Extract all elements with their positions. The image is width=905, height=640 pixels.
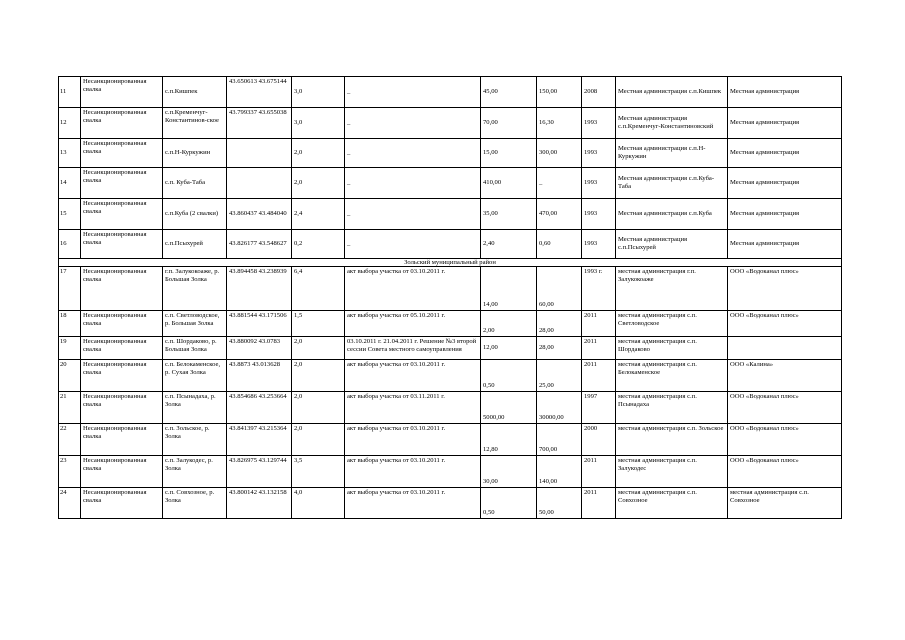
administration: местная администрация с.п. Псынадаха	[616, 392, 728, 424]
coordinates: 43.880092 43.0783	[227, 337, 292, 360]
row-number: 21	[59, 392, 81, 424]
object-type: Несанкционированная свалка	[81, 392, 163, 424]
owner: Местная администрация	[728, 230, 842, 259]
value-1: 410,00	[481, 168, 537, 199]
owner: Местная администрация	[728, 168, 842, 199]
value-1: 2,40	[481, 230, 537, 259]
object-type: Несанкционированная свалка	[81, 337, 163, 360]
area: 4,0	[292, 488, 345, 519]
administration: Местная администрация с.п.Псыхурей	[616, 230, 728, 259]
year: 1993	[582, 199, 616, 230]
year: 1993	[582, 108, 616, 139]
coordinates: 43.841397 43.215364	[227, 424, 292, 456]
row-number: 19	[59, 337, 81, 360]
row-number: 13	[59, 139, 81, 168]
year: 2011	[582, 311, 616, 337]
location: с.п. Зольское, р. Золка	[163, 424, 227, 456]
document: _	[345, 230, 481, 259]
coordinates	[227, 168, 292, 199]
table-row	[59, 488, 842, 519]
table-row	[59, 230, 842, 259]
document: _	[345, 77, 481, 108]
area: 2,0	[292, 168, 345, 199]
row-number: 15	[59, 199, 81, 230]
coordinates	[227, 139, 292, 168]
document: акт выбора участка от 03.10.2011 г.	[345, 267, 481, 311]
object-type: Несанкционированная свалка	[81, 424, 163, 456]
object-type: Несанкционированная свалка	[81, 168, 163, 199]
document: _	[345, 108, 481, 139]
value-1: 12,80	[481, 424, 537, 456]
coordinates: 43.800142 43.132158	[227, 488, 292, 519]
administration: местная администрация с.п. Совхозное	[616, 488, 728, 519]
value-1: 2,00	[481, 311, 537, 337]
table-row	[59, 77, 842, 108]
administration: местная администрация с.п. Шордаково	[616, 337, 728, 360]
row-number: 24	[59, 488, 81, 519]
document: акт выбора участка от 03.10.2011 г.	[345, 456, 481, 488]
object-type: Несанкционированная свалка	[81, 456, 163, 488]
administration: Местная администрация с.п.Куба-Таба	[616, 168, 728, 199]
value-2: 150,00	[537, 77, 582, 108]
year: 2008	[582, 77, 616, 108]
row-number: 20	[59, 360, 81, 392]
row-number: 17	[59, 267, 81, 311]
row-number: 12	[59, 108, 81, 139]
coordinates: 43.8873 43.013628	[227, 360, 292, 392]
table-row	[59, 108, 842, 139]
owner: Местная администрация	[728, 199, 842, 230]
administration: Местная администрация с.п.Кременчуг-Константиновский	[616, 108, 728, 139]
value-1: 70,00	[481, 108, 537, 139]
year: 2011	[582, 337, 616, 360]
value-2: 0,60	[537, 230, 582, 259]
coordinates: 43.854686 43.253664	[227, 392, 292, 424]
area: 6,4	[292, 267, 345, 311]
area: 0,2	[292, 230, 345, 259]
row-number: 18	[59, 311, 81, 337]
owner: ООО «Водоканал плюс»	[728, 267, 842, 311]
table-row	[59, 337, 842, 360]
administration: Местная администрация с.п.Н-Куркужин	[616, 139, 728, 168]
year: 1993	[582, 168, 616, 199]
value-2: 25,00	[537, 360, 582, 392]
row-number: 22	[59, 424, 81, 456]
object-type: Несанкционированная свалка	[81, 488, 163, 519]
row-number: 16	[59, 230, 81, 259]
area: 2,0	[292, 360, 345, 392]
administration: местная администрация с.п. Светловодское	[616, 311, 728, 337]
value-2: 470,00	[537, 199, 582, 230]
value-2: _	[537, 168, 582, 199]
year: 1993 г.	[582, 267, 616, 311]
area: 2,4	[292, 199, 345, 230]
object-type: Несанкционированная свалка	[81, 108, 163, 139]
object-type: Несанкционированная свалка	[81, 77, 163, 108]
object-type: Несанкционированная свалка	[81, 139, 163, 168]
table-row	[59, 456, 842, 488]
value-2: 16,30	[537, 108, 582, 139]
location: с.п.Кременчуг-Константинов-ское	[163, 108, 227, 139]
value-1: 12,00	[481, 337, 537, 360]
table-row	[59, 168, 842, 199]
row-number: 23	[59, 456, 81, 488]
document: _	[345, 139, 481, 168]
owner: ООО «Водоканал плюс»	[728, 424, 842, 456]
area: 2,0	[292, 139, 345, 168]
area: 3,0	[292, 108, 345, 139]
value-2: 700,00	[537, 424, 582, 456]
value-1: 0,50	[481, 488, 537, 519]
administration: Местная администрация с.п.Куба	[616, 199, 728, 230]
year: 2000	[582, 424, 616, 456]
object-type: Несанкционированная свалка	[81, 360, 163, 392]
value-1: 14,00	[481, 267, 537, 311]
document: акт выбора участка от 03.10.2011 г.	[345, 360, 481, 392]
location: с.п. Шордаково, р. Большая Золка	[163, 337, 227, 360]
location: с.п. Залукодес, р. Золка	[163, 456, 227, 488]
table-row	[59, 267, 842, 311]
owner: Местная администрация	[728, 108, 842, 139]
coordinates: 43.799337 43.655038	[227, 108, 292, 139]
document: акт выбора участка от 03.10.2011 г.	[345, 424, 481, 456]
document: акт выбора участка от 03.11.2011 г.	[345, 392, 481, 424]
coordinates: 43.881544 43.171506	[227, 311, 292, 337]
value-1: 45,00	[481, 77, 537, 108]
location: с.п. Светловодское, р. Большая Золка	[163, 311, 227, 337]
document: акт выбора участка от 03.10.2011 г.	[345, 488, 481, 519]
year: 1993	[582, 139, 616, 168]
owner: ООО «Калина»	[728, 360, 842, 392]
document: _	[345, 199, 481, 230]
administration: местная администрация г.п. Залукокоаже	[616, 267, 728, 311]
value-2: 28,00	[537, 311, 582, 337]
document: 03.10.2011 г. 21.04.2011 г. Решение №3 второй сессии Совета местного самоуправления	[345, 337, 481, 360]
location: с.п.Кишпек	[163, 77, 227, 108]
location: с.п. Псынадаха, р. Золка	[163, 392, 227, 424]
administration: Местная администрация с.п.Кишпек	[616, 77, 728, 108]
owner: местная администрация с.п. Совхозное	[728, 488, 842, 519]
location: с.п.Псыхурей	[163, 230, 227, 259]
location: с.п.Н-Куркужин	[163, 139, 227, 168]
coordinates: 43.826177 43.548627	[227, 230, 292, 259]
document: акт выбора участка от 05.10.2011 г.	[345, 311, 481, 337]
value-2: 140,00	[537, 456, 582, 488]
coordinates: 43.650613 43.675144	[227, 77, 292, 108]
landfill-register-table	[58, 76, 842, 519]
location: с.п.Куба (2 свалки)	[163, 199, 227, 230]
area: 2,0	[292, 392, 345, 424]
location: с.п. Куба-Таба	[163, 168, 227, 199]
document: _	[345, 168, 481, 199]
area: 1,5	[292, 311, 345, 337]
coordinates: 43.826975 43.129744	[227, 456, 292, 488]
value-1: 0,50	[481, 360, 537, 392]
value-1: 5000,00	[481, 392, 537, 424]
table-row	[59, 199, 842, 230]
owner	[728, 337, 842, 360]
year: 2011	[582, 360, 616, 392]
section-header-row	[59, 259, 842, 267]
area: 2,0	[292, 424, 345, 456]
year: 2011	[582, 488, 616, 519]
value-2: 28,00	[537, 337, 582, 360]
value-1: 35,00	[481, 199, 537, 230]
value-2: 30000,00	[537, 392, 582, 424]
object-type: Несанкционированная свалка	[81, 199, 163, 230]
table-row	[59, 311, 842, 337]
table-row	[59, 392, 842, 424]
value-2: 300,00	[537, 139, 582, 168]
owner: ООО «Водоканал плюс»	[728, 392, 842, 424]
table-row	[59, 424, 842, 456]
section-title: Зольский муниципальный район	[59, 259, 842, 267]
area: 2,0	[292, 337, 345, 360]
owner: ООО «Водоканал плюс»	[728, 456, 842, 488]
area: 3,5	[292, 456, 345, 488]
location: г.п. Залукокоаже, р. Большая Золка	[163, 267, 227, 311]
value-2: 60,00	[537, 267, 582, 311]
year: 2011	[582, 456, 616, 488]
table-row	[59, 139, 842, 168]
coordinates: 43.894458 43.238939	[227, 267, 292, 311]
location: с.п. Совхозное, р. Золка	[163, 488, 227, 519]
owner: Местная администрация	[728, 77, 842, 108]
year: 1993	[582, 230, 616, 259]
object-type: Несанкционированная свалка	[81, 311, 163, 337]
year: 1997	[582, 392, 616, 424]
value-1: 15,00	[481, 139, 537, 168]
area: 3,0	[292, 77, 345, 108]
location: с.п. Белокаменское, р. Сухая Золка	[163, 360, 227, 392]
table-row	[59, 360, 842, 392]
owner: Местная администрация	[728, 139, 842, 168]
row-number: 11	[59, 77, 81, 108]
administration: местная администрация с.п. Белокаменское	[616, 360, 728, 392]
value-1: 30,00	[481, 456, 537, 488]
row-number: 14	[59, 168, 81, 199]
object-type: Несанкционированная свалка	[81, 267, 163, 311]
object-type: Несанкционированная свалка	[81, 230, 163, 259]
owner: ООО «Водоканал плюс»	[728, 311, 842, 337]
value-2: 50,00	[537, 488, 582, 519]
administration: местная администрация с.п. Залукодес	[616, 456, 728, 488]
administration: местная администрация с.п. Зольское	[616, 424, 728, 456]
coordinates: 43.860437 43.484040	[227, 199, 292, 230]
